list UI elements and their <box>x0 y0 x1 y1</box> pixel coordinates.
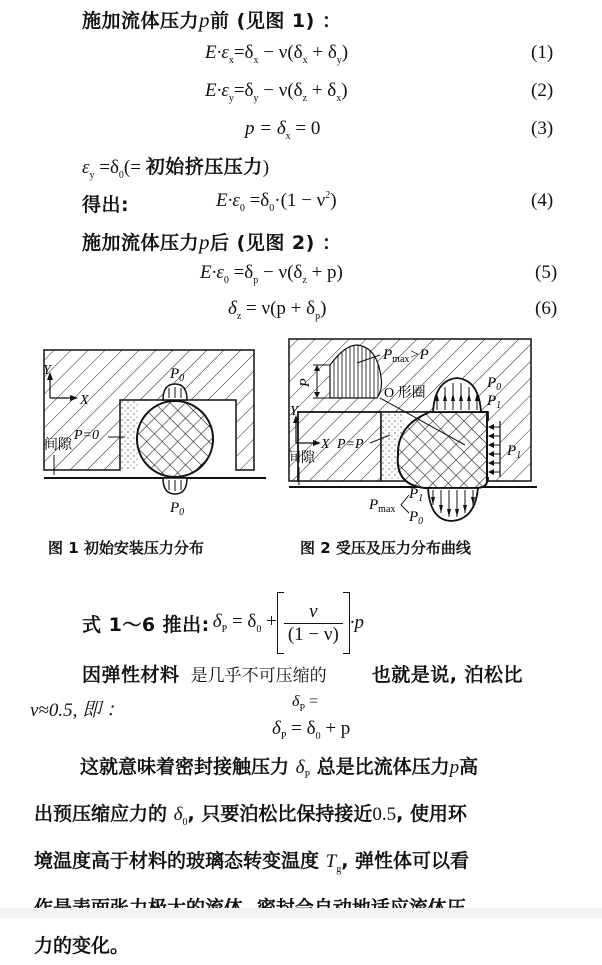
symbol: δ <box>295 757 305 778</box>
eq-end: + p) <box>306 262 343 283</box>
eq-sub: 0 <box>223 275 229 286</box>
eq-rhs: =δ <box>233 42 254 63</box>
eq-sub: x <box>228 55 234 66</box>
left-bracket <box>277 592 284 654</box>
o-ring-label: O 形圈 <box>384 386 426 401</box>
eq-rest: ·(1 − ν <box>274 190 326 211</box>
eq-rest: − ν(δ <box>258 80 303 101</box>
derivation-equation <box>82 592 364 654</box>
eq-lhs: E·ε <box>205 80 229 101</box>
heading-var: p <box>199 8 211 32</box>
incompressible-line-2 <box>30 695 125 722</box>
eq-mid: = δ <box>227 611 257 632</box>
conclusion-line-3 <box>34 842 574 889</box>
conclusion-paragraph <box>34 748 574 965</box>
gap-label: 间隙 <box>287 451 315 466</box>
fraction-numerator: ν <box>284 601 343 624</box>
pmax-gt-p-label: $P_{max}>P$ <box>383 347 429 365</box>
symbol: T <box>325 851 337 872</box>
eq-rest: − ν(δ <box>258 262 303 283</box>
heading-text: 施加流体压力 <box>82 10 200 32</box>
eq-sub: p <box>315 311 321 322</box>
text-part: 出预压缩应力的 <box>34 803 168 825</box>
heading-before-pressure <box>82 6 341 33</box>
symbol: δ <box>173 804 183 825</box>
eq-rhs: =δ <box>94 157 119 178</box>
eq-sub: x <box>302 55 308 66</box>
equation-delta-p-partial <box>292 693 318 714</box>
eq-lhs: E·ε <box>205 42 229 63</box>
eq-rhs: =δ <box>244 190 270 211</box>
result-label: 得出: <box>82 194 130 216</box>
equation-3 <box>245 118 320 142</box>
eq-end: = 0 <box>290 118 321 139</box>
heading-var: p <box>199 230 211 254</box>
right-bracket <box>343 592 350 654</box>
derivation-prefix: 式 1〜6 推出: <box>82 613 210 636</box>
y-axis-label: Y <box>290 404 298 419</box>
eq-end: ) <box>341 80 348 101</box>
fraction-denominator: (1 − ν) <box>287 623 339 645</box>
eq-sub: 0 <box>269 203 275 214</box>
figure-1-initial-install-pressure <box>30 340 280 520</box>
symbol-sub: 0 <box>182 817 188 828</box>
eq-rest: − ν(δ <box>258 42 303 63</box>
y-axis-label: Y <box>43 363 51 378</box>
pmax-bottom-label: $P_{max}$ <box>369 497 396 515</box>
eq-rhs: =δ <box>228 262 254 283</box>
text-part: 因弹性材料 <box>82 664 180 686</box>
conclusion-line-1 <box>34 748 574 795</box>
o-ring-deformed <box>398 412 487 488</box>
x-axis-label: X <box>80 393 89 408</box>
figure-2-pressure-distribution <box>285 335 555 530</box>
eq-sub: 0 <box>256 624 262 635</box>
initial-stress-definition <box>82 152 269 181</box>
eq-sub: y <box>336 55 342 66</box>
symbol-sub: P <box>304 770 311 781</box>
text-part: , 使用环 <box>396 803 467 825</box>
eq-sub: x <box>336 93 342 104</box>
p0-top-label: $P_0$ <box>170 366 185 384</box>
eq-sub: x <box>285 131 291 142</box>
p0-label: $P_0$ <box>487 375 502 393</box>
incompressible-line-1 <box>82 660 523 687</box>
text-part: 高 <box>459 756 479 778</box>
text-part: 也就是说, 泊松比 <box>371 664 524 686</box>
text-part: 这就意味着密封接触压力 <box>80 756 290 778</box>
gap-label: 间隙 <box>44 438 72 453</box>
number: 0.5 <box>372 804 397 825</box>
paren-close: ) <box>262 157 270 178</box>
eq-sub: z <box>302 275 307 286</box>
p0-bottom-label: $P_0$ <box>170 500 185 518</box>
equation-number-1: (1) <box>531 42 554 63</box>
figure-2-caption: 图 2 受压及压力分布曲线 <box>300 539 471 557</box>
x-axis-label: X <box>321 437 330 452</box>
symbol-sub: g <box>336 864 342 875</box>
eq-mid: = δ <box>286 718 316 739</box>
pressure-p-label: P=P <box>337 437 364 452</box>
eq-lhs: δ <box>228 298 237 319</box>
eq-sup: 2 <box>325 190 331 201</box>
text-part: 总是比流体压力 <box>310 756 450 778</box>
eq-sub: x <box>253 55 259 66</box>
eq-sub: P <box>221 624 228 635</box>
p-dimension-label: P <box>298 378 313 387</box>
equation-number-5: (5) <box>535 262 558 283</box>
heading-after-pressure <box>82 228 341 255</box>
equation-4 <box>216 190 337 214</box>
equation-number-4: (4) <box>531 190 554 211</box>
heading-text: 施加流体压力 <box>82 232 200 254</box>
eq-tail: + p <box>320 718 351 739</box>
equation-delta-p-result <box>272 718 350 742</box>
o-ring <box>137 401 213 477</box>
eq-end: ) <box>330 190 337 211</box>
p0-bottom-label: $P_0$ <box>409 509 424 527</box>
eq-tail: ·p <box>349 612 365 633</box>
eq-end: ) <box>341 42 349 63</box>
conclusion-line-5: 力的变化。 <box>34 935 130 957</box>
eq-rhs: = ν(p + δ <box>241 298 316 319</box>
text-part: 是几乎不可压缩的 <box>190 666 327 686</box>
text-part: , 弹性体可以看 <box>341 850 470 872</box>
poisson-approx: ν≈0.5, 即 ： <box>30 700 125 721</box>
eq-sub: 0 <box>239 203 245 214</box>
eq-sub: z <box>236 311 242 322</box>
eq-lhs: E·ε <box>200 262 224 283</box>
conclusion-line-2 <box>34 795 574 842</box>
equation-number-2: (2) <box>531 80 554 101</box>
p1-top-label: $P_1$ <box>487 393 502 411</box>
initial-stress-label: 初始挤压压力 <box>145 156 263 178</box>
page-bottom-edge <box>0 908 602 918</box>
eq-sub: y <box>253 93 259 104</box>
eq-sub: y <box>228 93 234 104</box>
figure-1-caption: 图 1 初始安装压力分布 <box>48 539 204 557</box>
symbol: p <box>449 757 460 778</box>
equation-number-6: (6) <box>535 298 558 319</box>
equation-1 <box>205 42 348 66</box>
eq-mid: + δ <box>307 42 337 63</box>
eq-lhs: E·ε <box>216 190 240 211</box>
pressure-zero-label: P=0 <box>74 428 99 443</box>
eq-lhs: δ <box>292 693 300 710</box>
eq-sub: P <box>280 731 287 742</box>
p1-bottom-label: $P_1$ <box>409 486 424 504</box>
text-part: , 只要泊松比保持接近 <box>187 803 373 825</box>
eq-end: ) <box>320 298 327 319</box>
text-part: 境温度高于材料的玻璃态转变温度 <box>34 850 320 872</box>
eq-sub: P <box>299 703 305 714</box>
eq-lhs: ε <box>82 157 90 178</box>
eq-tail: = <box>305 693 319 710</box>
eq-sub: z <box>302 93 308 104</box>
eq-sub: p <box>253 275 259 286</box>
eq-sub: y <box>89 170 95 181</box>
eq-text: p = δ <box>245 118 286 139</box>
equation-number-3: (3) <box>531 118 554 139</box>
heading-suffix: 后 (见图 2) ： <box>210 232 342 254</box>
equation-6 <box>228 298 326 322</box>
eq-lhs: δ <box>272 718 281 739</box>
eq-lhs: δ <box>212 611 222 632</box>
eq-mid: + δ <box>307 80 337 101</box>
eq-sub: 0 <box>118 170 124 181</box>
equation-2 <box>205 80 348 104</box>
heading-suffix: 前 (见图 1) ： <box>210 10 342 32</box>
eq-sub: 0 <box>315 731 321 742</box>
fraction <box>284 601 343 646</box>
paren-open: (= <box>123 157 146 178</box>
equation-5 <box>200 262 343 286</box>
eq-rhs: =δ <box>233 80 254 101</box>
p1-right-label: $P_1$ <box>507 443 522 461</box>
eq-plus: + <box>261 611 277 632</box>
